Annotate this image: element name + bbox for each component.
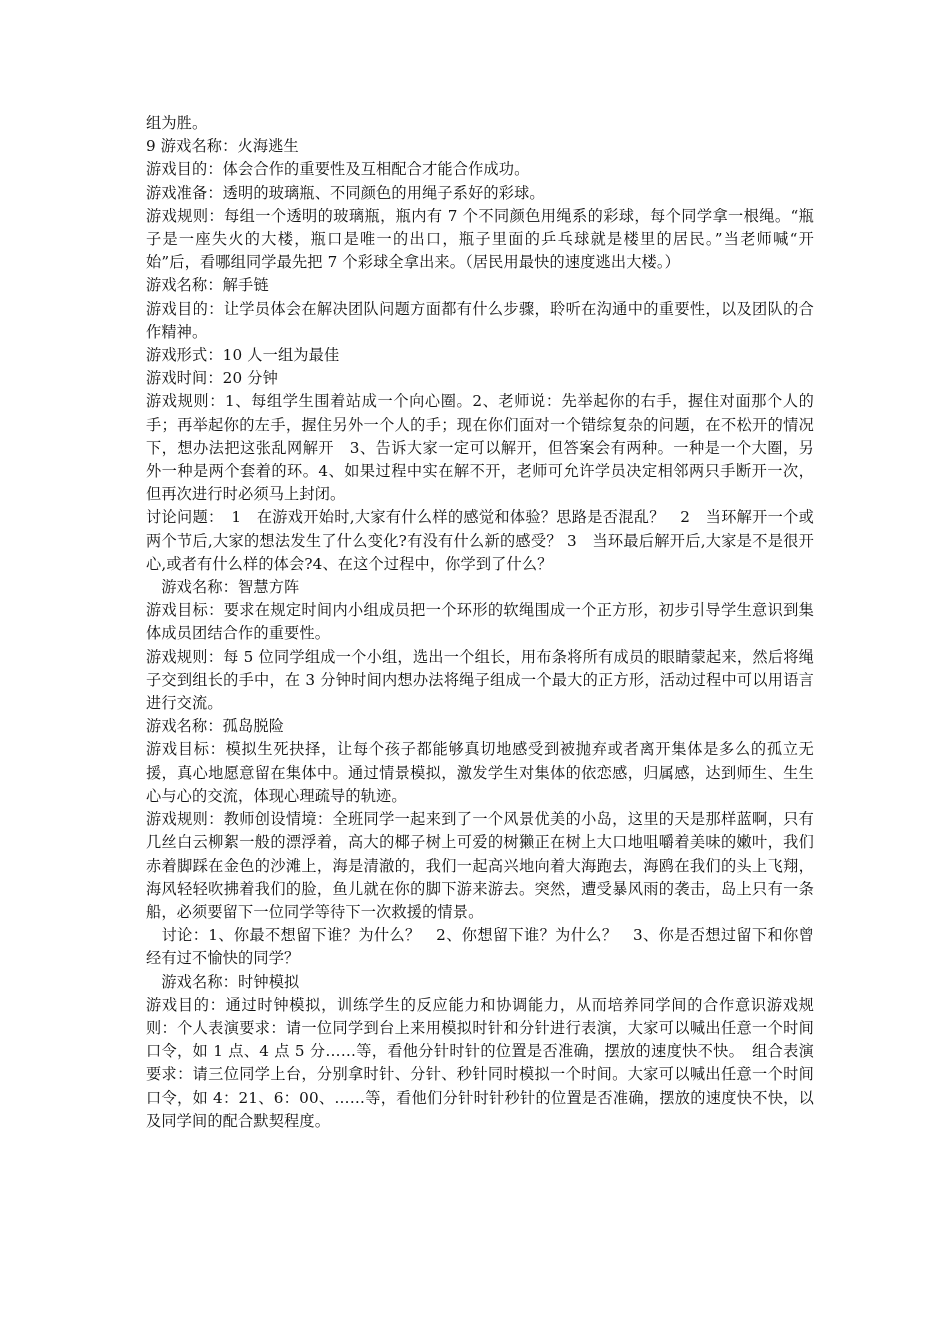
paragraph: 游戏目的：体会合作的重要性及互相配合才能合作成功。 [146, 160, 530, 179]
section-heading: 游戏名称：时钟模拟 [146, 972, 300, 991]
section-heading: 9 游戏名称：火海逃生 [146, 137, 299, 156]
section-heading: 游戏名称：孤岛脱险 [146, 717, 285, 736]
paragraph: 讨论：1、你最不想留下谁？为什么？ 2、你想留下谁？为什么？ 3、你是否想过留下和你曾经有过不愉快的同学？ [146, 926, 814, 968]
document-body [146, 112, 814, 1133]
paragraph: 游戏准备：透明的玻璃瓶、不同颜色的用绳子系好的彩球。 [146, 183, 545, 202]
paragraph: 游戏目的：让学员体会在解决团队问题方面都有什么步骤，聆听在沟通中的重要性，以及团队的合作精神。 [146, 299, 814, 341]
paragraph: 游戏目标：要求在规定时间内小组成员把一个环形的软绳围成一个正方形，初步引导学生意识到集体成员团结合作的重要性。 [146, 601, 814, 643]
paragraph: 游戏规则：教师创设情境：全班同学一起来到了一个风景优美的小岛，这里的天是那样蓝啊，只有几丝白云柳絮一般的漂浮着，高大的椰子树上可爱的树獭正在树上大口地咀嚼着美味的嫩叶，我们赤着脚踩在金色的沙滩上，海是清澈的，我们一起高兴地向着大海跑去，海鸥在我们的头上飞翔，海风轻轻吹拂着我们的脸，鱼儿就在你的脚下游来游去。突然，遭受暴风雨的袭击，岛上只有一条船，必须要留下一位同学等待下一次救援的情景。 [146, 810, 814, 921]
paragraph: 游戏规则：每组一个透明的玻璃瓶，瓶内有 7 个不同颜色用绳系的彩球，每个同学拿一根绳。“瓶子是一座失火的大楼，瓶口是唯一的出口，瓶子里面的乒乓球就是楼里的居民。”当老师喊“开始”后，看哪组同学最先把 7 个彩球全拿出来。（居民用最快的速度逃出大楼。） [146, 206, 814, 272]
paragraph: 游戏规则：每 5 位同学组成一个小组，选出一个组长，用布条将所有成员的眼睛蒙起来，然后将绳子交到组长的手中，在 3 分钟时间内想办法将绳子组成一个最大的正方形，活动过程中可以用语言进行交流。 [146, 647, 814, 713]
section-heading: 游戏名称：解手链 [146, 276, 269, 295]
paragraph: 游戏形式：10 人一组为最佳 [146, 346, 340, 365]
paragraph: 讨论问题： 1 在游戏开始时,大家有什么样的感觉和体验？思路是否混乱？ 2 当环解开一个或两个节后,大家的想法发生了什么变化?有没有什么新的感受？ 3 当环最后解开后,大家是不是很开心,或者有什么样的体会?4、在这个过程中，你学到了什么？ [146, 508, 814, 573]
paragraph: 游戏目的：通过时钟模拟，训练学生的反应能力和协调能力，从而培养同学间的合作意识游戏规则：个人表演要求：请一位同学到台上来用模拟时针和分针进行表演，大家可以喊出任意一个时间口令，如 1 点、4 点 5 分……等，看他分针时针的位置是否准确，摆放的速度快不快。 组合表演要求：请三位同学上台，分别拿时针、分针、秒针同时模拟一个时间。大家可以喊出任意一个时间口令，如 4：21、6：00、……等，看他们分针时针秒针的位置是否准确，摆放的速度快不快，以及同学间的配合默契程度。 [146, 995, 814, 1130]
paragraph: 游戏时间：20 分钟 [146, 369, 278, 388]
paragraph: 组为胜。 [146, 114, 208, 132]
paragraph: 游戏规则：1、每组学生围着站成一个向心圈。2、老师说：先举起你的右手，握住对面那个人的手；再举起你的左手，握住另外一个人的手；现在你们面对一个错综复杂的问题，在不松开的情况下，想办法把这张乱网解开 3、告诉大家一定可以解开，但答案会有两种。一种是一个大圈，另外一种是两个套着的环。4、如果过程中实在解不开，老师可允许学员决定相邻两只手断开一次，但再次进行时必须马上封闭。 [146, 392, 814, 504]
section-heading: 游戏名称：智慧方阵 [146, 578, 300, 597]
paragraph: 游戏目标：模拟生死抉择，让每个孩子都能够真切地感受到被抛弃或者离开集体是多么的孤立无援，真心地愿意留在集体中。通过情景模拟，激发学生对集体的依恋感，归属感，达到师生、生生心与心的交流，体现心理疏导的轨迹。 [146, 740, 814, 805]
